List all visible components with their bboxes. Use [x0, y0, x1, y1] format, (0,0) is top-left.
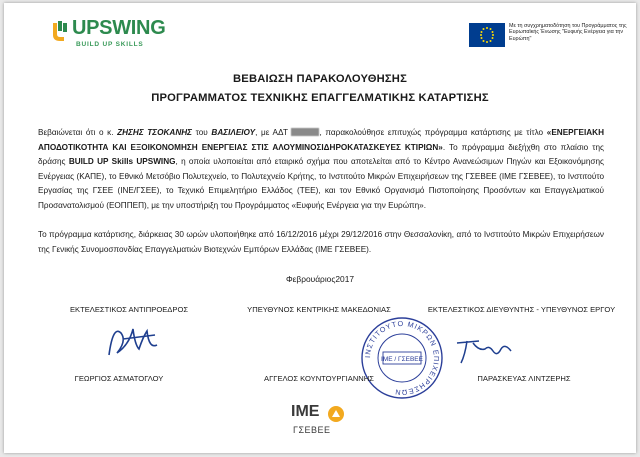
p1-text: του — [191, 128, 212, 137]
course-title: «ΕΝΕΡΓΕΙΑΚΗ ΑΠΟΔΟΤΙΚΟΤΗΤΑ ΚΑΙ ΕΞΟΙΚΟΝΟΜΗΣΗ ΕΝΕΡΓΕΙΑΣ ΣΤΙΣ ΑΛΟΥΜΙΝΟΣΙΔΗΡΟΚΑΤΑΣΚΕΥΕΣ ΚΤΙΡΙΩΝ» — [38, 128, 605, 152]
certificate-main-paragraph — [38, 126, 604, 214]
p1-text: , με ΑΔΤ — [255, 128, 292, 137]
p1-text: Βεβαιώνεται ότι ο κ. — [38, 128, 118, 137]
ime-emblem-icon — [327, 405, 345, 423]
certificate-page — [4, 3, 636, 453]
p1-text: , η οποία υλοποιείται από εταιρικό σχήμα που αποτελείται από το Κέντρο Ανανεώσιμων Πηγών και Εξοικονόμησης Ενέργειας (ΚΑΠΕ), το Εθνικό Μετσόβιο Πολυτεχνείο, το Πολυτεχνείο Κρήτης, το Ινστιτούτο Μικρών Επιχειρήσεων της ΓΣΕΒΕΕ (ΙΜΕ ΓΣΕΒΕΕ), το Ινστιτούτο Εργασίας της ΓΣΕΕ (ΙΝΕ/ΓΣΕΕ), το Τεχνικό Επιμελητήριο Ελλάδος (ΤΕΕ), και τον Εθνικό Οργανισμό Πιστοποίησης Προσόντων και Επαγγελματικού Προσανατολισμού (ΕΟΠΠΕΠ), με την υποστήριξη του Προγράμματος «Ευφυής Ενέργεια για την Ευρώπη». — [38, 157, 604, 210]
upswing-hand-icon — [50, 19, 72, 45]
redacted-id-number — [291, 128, 319, 136]
signatory-name-2: ΑΓΓΕΛΟΣ ΚΟΥΝΤΟΥΡΓΙΑΝΝΗΣ — [264, 374, 374, 383]
signature-3 — [449, 329, 519, 369]
eu-funding-text: Με τη συγχρηματοδότηση του Προγράμματος της Ευρωπαϊκής Ένωσης "Ευφυής Ενέργεια για την Ευρώπη" — [509, 23, 627, 42]
issue-date: Φεβρουάριος2017 — [285, 274, 355, 284]
signatory-name-1: ΓΕΩΡΓΙΟΣ ΑΣΜΑΤΟΓΛΟΥ — [74, 374, 164, 383]
certificate-title: ΒΕΒΑΙΩΣΗ ΠΑΡΑΚΟΛΟΥΘΗΣΗΣ — [233, 73, 407, 85]
stamp-ring-text: ΙΝΣΤΙΤΟΥΤΟ ΜΙΚΡΩΝ ΕΠΙΧΕΙΡΗΣΕΩΝ — [362, 318, 442, 398]
eu-funding-notice — [469, 23, 629, 49]
signature-1 — [99, 315, 169, 365]
action-name: BUILD UP Skills UPSWING — [68, 157, 176, 167]
trainee-name: ΖΗΣΗΣ ΤΣΟΚΑΝΗΣ — [117, 128, 192, 137]
upswing-logo — [50, 17, 166, 51]
institute-stamp — [359, 315, 445, 401]
signatory-role-3: ΕΚΤΕΛΕΣΤΙΚΟΣ ΔΙΕΥΘΥΝΤΗΣ - ΥΠΕΥΘΥΝΟΣ ΕΡΓΟΥ — [427, 305, 616, 314]
ime-logo-text: ΙΜΕ — [291, 403, 320, 420]
logo-brand-text: UPSWING — [72, 17, 166, 39]
signatory-role-2: ΥΠΕΥΘΥΝΟΣ ΚΕΝΤΡΙΚΗΣ ΜΑΚΕΔΟΝΙΑΣ — [247, 305, 391, 314]
stamp-center-text: ΙΜΕ / ΓΣΕΒΕΕ — [381, 356, 423, 363]
gsebee-logo-text: ΓΣΕΒΕΕ — [293, 425, 331, 435]
trainee-father-name: ΒΑΣΙΛΕΙΟΥ — [211, 128, 256, 137]
signatory-role-1: ΕΚΤΕΛΕΣΤΙΚΟΣ ΑΝΤΙΠΡΟΕΔΡΟΣ — [69, 305, 189, 314]
p1-text: , παρακολούθησε επιτυχώς πρόγραμμα κατάρτισης με τίτλο — [319, 128, 547, 137]
certificate-second-paragraph: Το πρόγραμμα κατάρτισης, διάρκειας 30 ωρών υλοποιήθηκε από 16/12/2016 μέχρι 29/12/2016 στην Θεσσαλονίκη, από το Ινστιτούτο Μικρών Επιχειρήσεων της Γενικής Συνομοσπονδίας Επαγγελματιών Βιοτεχνών Εμπόρων Ελλάδας (ΙΜΕ ΓΣΕΒΕΕ). — [38, 230, 604, 254]
ime-gsebee-logo — [285, 403, 355, 443]
signatory-name-3: ΠΑΡΑΣΚΕΥΑΣ ΛΙΝΤΖΕΡΗΣ — [477, 374, 571, 383]
certificate-subtitle: ΠΡΟΓΡΑΜΜΑΤΟΣ ΤΕΧΝΙΚΗΣ ΕΠΑΓΓΕΛΜΑΤΙΚΗΣ ΚΑΤΑΡΤΙΣΗΣ — [151, 92, 489, 104]
p1-text: . Το πρόγραμμα διεξήχθη στο πλαίσιο της δράσης — [38, 142, 604, 167]
eu-flag-icon — [469, 23, 505, 47]
logo-tagline: BUILD UP SKILLS — [76, 41, 144, 48]
